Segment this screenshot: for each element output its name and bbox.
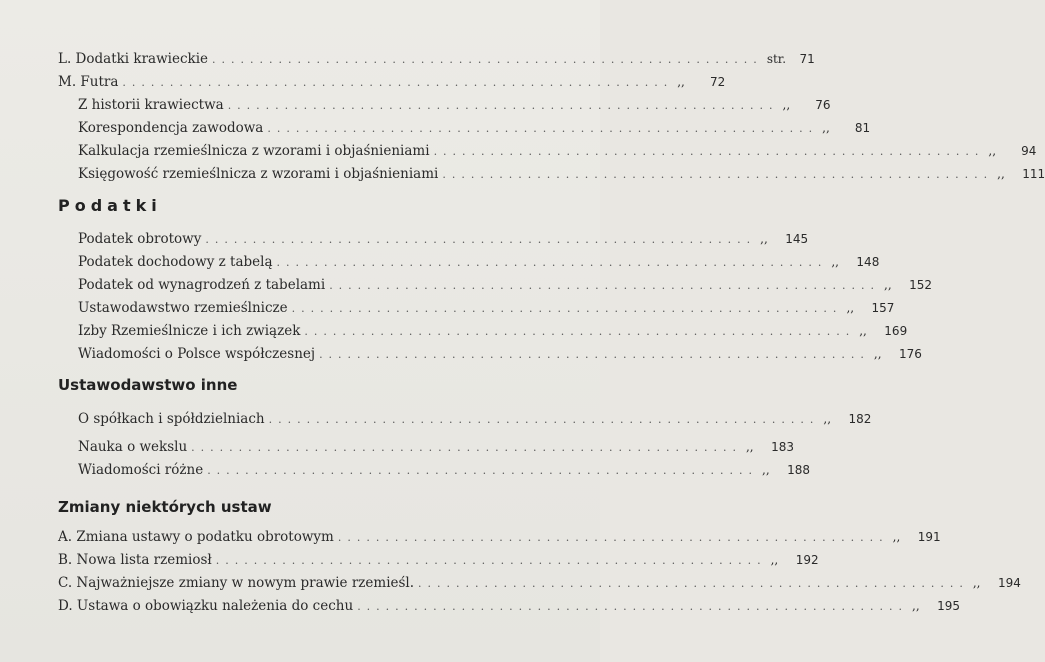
dot-leader: .......................................................... — [442, 168, 994, 181]
toc-entry-page: 111 — [1022, 167, 1045, 181]
toc-entry-page: 81 — [854, 121, 871, 135]
toc-entry-label: Wiadomości o Polsce współczesnej — [78, 346, 316, 362]
toc-entry — [78, 461, 810, 480]
toc-entry-prefix: ,, — [782, 98, 791, 112]
toc-entry-page: 195 — [937, 599, 960, 613]
toc-entry — [78, 276, 932, 295]
toc-entry-page: 145 — [785, 232, 809, 246]
toc-entry-label: O spółkach i spółdzielniach — [78, 411, 265, 427]
toc-entry — [78, 299, 895, 318]
toc-entry-label: A. Zmiana ustawy o podatku obrotowym — [58, 529, 334, 545]
dot-leader: .......................................................... — [291, 302, 843, 315]
section-heading-ustawodawstwo-inne: Ustawodawstwo inne — [58, 376, 238, 394]
toc-entry — [78, 165, 1045, 184]
section-heading-podatki: Podatki — [58, 196, 162, 215]
toc-entry-prefix: ,, — [988, 144, 997, 158]
dot-leader: .......................................................... — [319, 348, 870, 361]
dot-leader: .......................................................... — [268, 413, 820, 426]
toc-entry-page: 176 — [898, 347, 922, 361]
toc-entry-label: Wiadomości różne — [78, 462, 204, 478]
toc-entry — [58, 551, 819, 570]
dot-leader: .......................................................... — [205, 233, 757, 246]
dot-leader: .......................................................... — [215, 554, 767, 567]
dot-leader: .......................................................... — [433, 145, 985, 158]
toc-entry-label: Księgowość rzemieślnicza z wzorami i objaśnieniami — [78, 166, 439, 182]
dot-leader: .......................................................... — [212, 53, 763, 66]
toc-entry-label: D. Ustawa o obowiązku należenia do cechu — [58, 598, 354, 614]
toc-entry-page: 72 — [709, 75, 726, 89]
toc-entry-prefix: ,, — [997, 167, 1005, 181]
dot-leader: .......................................................... — [267, 122, 819, 135]
toc-entry-prefix: ,, — [892, 530, 901, 544]
toc-entry-page: 71 — [799, 52, 815, 66]
toc-entry-label: Izby Rzemieślnicze i ich związek — [78, 323, 301, 339]
toc-entry-page: 76 — [815, 98, 831, 112]
toc-entry — [78, 119, 871, 138]
toc-entry-label: Ustawodawstwo rzemieślnicze — [78, 300, 288, 316]
toc-entry-prefix: ,, — [745, 440, 754, 454]
toc-entry-label: Korespondencja zawodowa — [78, 120, 264, 136]
toc-entry-page: 183 — [771, 440, 794, 454]
toc-entry-page: 94 — [1021, 144, 1037, 158]
dot-leader: .......................................................... — [122, 76, 674, 89]
toc-entry-label: Podatek od wynagrodzeń z tabelami — [78, 277, 326, 293]
toc-entry — [78, 230, 809, 249]
toc-entry-prefix: ,, — [822, 121, 830, 135]
toc-entry-prefix: ,, — [884, 278, 892, 292]
toc-entry-prefix: ,, — [912, 599, 920, 613]
toc-entry — [58, 597, 960, 616]
toc-entry — [78, 322, 908, 341]
toc-entry-prefix: ,, — [770, 553, 779, 567]
toc-entry-prefix: ,, — [677, 75, 685, 89]
toc-entry — [78, 142, 1037, 161]
toc-entry-prefix: ,, — [762, 463, 770, 477]
dot-leader: .......................................................... — [337, 531, 889, 544]
toc-entry-prefix: ,, — [760, 232, 768, 246]
dot-leader: .......................................................... — [191, 441, 742, 454]
dot-leader: .......................................................... — [227, 99, 779, 112]
toc-entry-label: B. Nowa lista rzemiosł — [58, 552, 212, 568]
toc-entry-label: C. Najważniejsze zmiany w nowym prawie rzemieśl. — [58, 575, 415, 591]
toc-entry-prefix: ,, — [873, 347, 882, 361]
toc-entry-page: 188 — [787, 463, 810, 477]
toc-entry-prefix: ,, — [846, 301, 855, 315]
toc-entry-page: 182 — [848, 412, 872, 426]
toc-entry — [58, 528, 941, 547]
dot-leader: .......................................................... — [304, 325, 856, 338]
toc-entry-page: 169 — [884, 324, 908, 338]
toc-entry-prefix: str. — [766, 52, 787, 66]
toc-entry-page: 194 — [997, 576, 1021, 590]
toc-entry — [78, 438, 794, 457]
toc-entry — [58, 574, 1021, 593]
toc-entry-page: 157 — [871, 301, 895, 315]
dot-leader: .......................................................... — [276, 256, 828, 269]
toc-entry-prefix: ,, — [859, 324, 867, 338]
section-heading-zmiany: Zmiany niektórych ustaw — [58, 498, 272, 516]
toc-entry — [78, 345, 922, 364]
toc-entry — [78, 410, 872, 429]
toc-entry-label: L. Dodatki krawieckie — [58, 51, 208, 67]
toc-entry-prefix: ,, — [823, 412, 832, 426]
toc-entry — [58, 50, 815, 69]
toc-entry-label: M. Futra — [58, 74, 119, 90]
toc-entry-label: Podatek dochodowy z tabelą — [78, 254, 273, 270]
toc-entry — [78, 96, 831, 115]
toc-entry — [78, 253, 880, 272]
toc-entry-page: 191 — [917, 530, 941, 544]
dot-leader: .......................................................... — [418, 577, 969, 590]
toc-entry-prefix: ,, — [972, 576, 981, 590]
toc-entry-page: 148 — [856, 255, 880, 269]
toc-entry-prefix: ,, — [831, 255, 839, 269]
toc-entry-label: Z historii krawiectwa — [78, 97, 224, 113]
dot-leader: .......................................................... — [329, 279, 880, 292]
toc-entry-label: Kalkulacja rzemieślnicza z wzorami i objaśnieniami — [78, 143, 430, 159]
toc-entry-page: 192 — [795, 553, 819, 567]
toc-entry — [58, 73, 726, 92]
toc-entry-label: Nauka o wekslu — [78, 439, 188, 455]
dot-leader: .......................................................... — [357, 600, 908, 613]
dot-leader: .......................................................... — [207, 464, 758, 477]
toc-entry-label: Podatek obrotowy — [78, 231, 202, 247]
toc-entry-page: 152 — [909, 278, 932, 292]
